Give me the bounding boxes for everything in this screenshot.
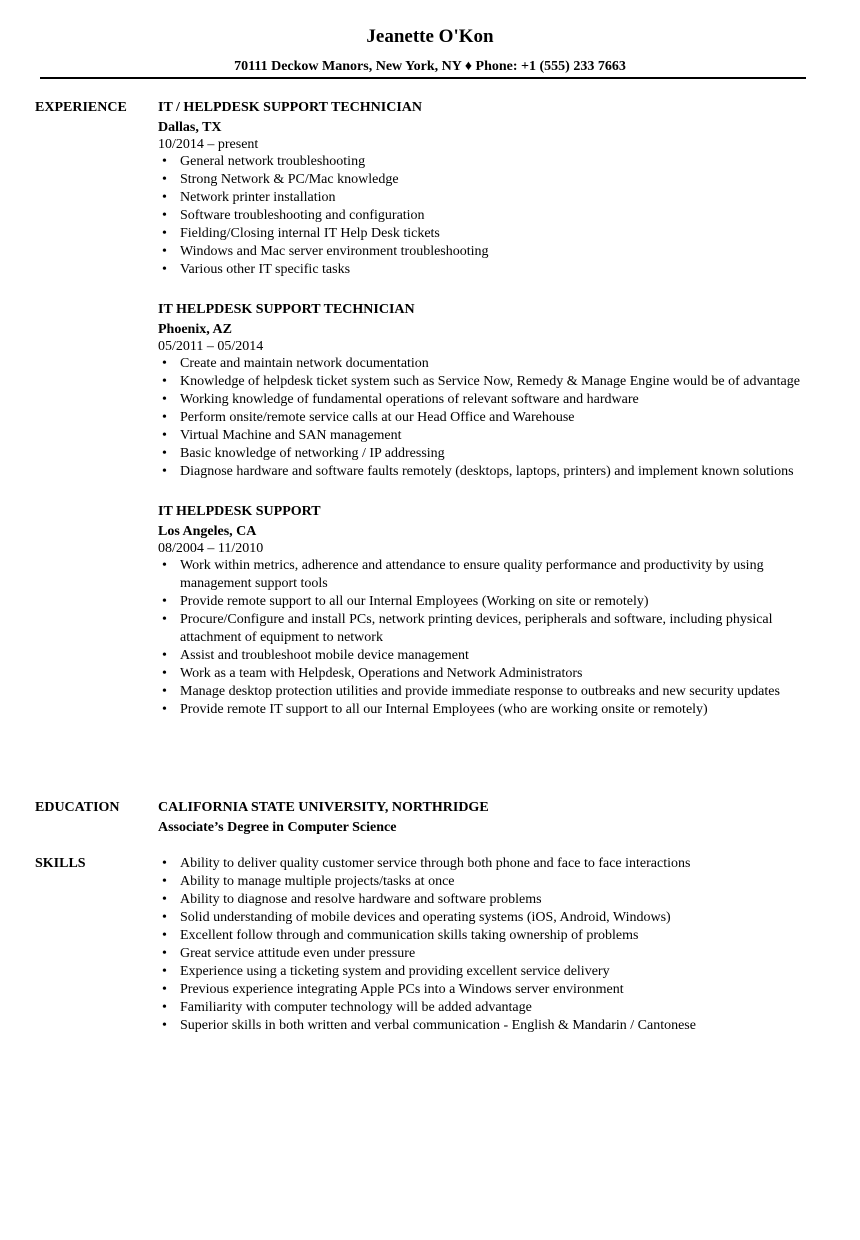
skill-item: • Solid understanding of mobile devices and operating systems (iOS, Android, Windows) (162, 910, 671, 925)
job-entry (158, 99, 810, 279)
duty-item: • Procure/Configure and install PCs, network printing devices, peripherals and software, including physical attachment of equipment to network (162, 612, 773, 645)
duty-item: • Software troubleshooting and configuration (162, 208, 425, 223)
duty-item: • General network troubleshooting (162, 154, 366, 169)
skill-item: • Previous experience integrating Apple PCs into a Windows server environment (162, 982, 624, 997)
skill-item: • Ability to diagnose and resolve hardware and software problems (162, 892, 542, 907)
job-duties (158, 153, 810, 279)
duty-item: • Create and maintain network documentation (162, 356, 429, 371)
duty-item: • Knowledge of helpdesk ticket system such as Service Now, Remedy & Manage Engine would be of advantage (162, 374, 800, 389)
skills-list (158, 855, 810, 1035)
job-dates: 08/2004 – 11/2010 (158, 541, 264, 556)
job-location: Phoenix, AZ (158, 322, 232, 337)
duty-item: • Provide remote IT support to all our Internal Employees (who are working onsite or remotely) (162, 702, 708, 717)
job-title: IT HELPDESK SUPPORT TECHNICIAN (158, 302, 415, 317)
job-dates: 10/2014 – present (158, 137, 259, 152)
skill-item: • Ability to manage multiple projects/tasks at once (162, 874, 455, 889)
job-title: IT HELPDESK SUPPORT (158, 504, 321, 519)
section-label-experience: EXPERIENCE (35, 100, 127, 115)
duty-item: • Assist and troubleshoot mobile device management (162, 648, 469, 663)
education-entry (158, 799, 810, 837)
skill-item: • Excellent follow through and communication skills taking ownership of problems (162, 928, 639, 943)
duty-item: • Perform onsite/remote service calls at our Head Office and Warehouse (162, 410, 575, 425)
skill-item: • Familiarity with computer technology will be added advantage (162, 1000, 532, 1015)
skill-item: • Superior skills in both written and verbal communication - English & Mandarin / Cantonese (162, 1018, 696, 1033)
duty-item: • Work as a team with Helpdesk, Operations and Network Administrators (162, 666, 583, 681)
section-label-skills: SKILLS (35, 856, 86, 871)
job-title: IT / HELPDESK SUPPORT TECHNICIAN (158, 100, 423, 115)
skill-item: • Experience using a ticketing system and providing excellent service delivery (162, 964, 610, 979)
job-duties (158, 557, 810, 719)
experience-list (158, 99, 810, 741)
school-name: CALIFORNIA STATE UNIVERSITY, NORTHRIDGE (158, 800, 489, 815)
section-label-education: EDUCATION (35, 800, 120, 815)
header-divider (40, 77, 806, 79)
candidate-name: Jeanette O'Kon (366, 26, 494, 47)
duty-item: • Fielding/Closing internal IT Help Desk tickets (162, 226, 440, 241)
degree-name: Associate’s Degree in Computer Science (158, 820, 397, 835)
duty-item: • Network printer installation (162, 190, 336, 205)
duty-item: • Working knowledge of fundamental operations of relevant software and hardware (162, 392, 639, 407)
duty-item: • Windows and Mac server environment troubleshooting (162, 244, 489, 259)
job-entry (158, 301, 810, 481)
duty-item: • Diagnose hardware and software faults remotely (desktops, laptops, printers) and implement known solutions (162, 464, 794, 479)
contact-line: 70111 Deckow Manors, New York, NY ♦ Phone: +1 (555) 233 7663 (234, 59, 626, 74)
duty-item: • Work within metrics, adherence and attendance to ensure quality performance and productivity by using management support tools (162, 558, 764, 591)
job-entry (158, 503, 810, 719)
job-dates: 05/2011 – 05/2014 (158, 339, 264, 354)
job-location: Los Angeles, CA (158, 524, 257, 539)
job-duties (158, 355, 810, 481)
skill-item: • Ability to deliver quality customer service through both phone and face to face interactions (162, 856, 691, 871)
duty-item: • Strong Network & PC/Mac knowledge (162, 172, 399, 187)
duty-item: • Provide remote support to all our Internal Employees (Working on site or remotely) (162, 594, 649, 609)
duty-item: • Basic knowledge of networking / IP addressing (162, 446, 445, 461)
job-location: Dallas, TX (158, 120, 222, 135)
duty-item: • Virtual Machine and SAN management (162, 428, 402, 443)
duty-item: • Various other IT specific tasks (162, 262, 351, 277)
duty-item: • Manage desktop protection utilities and provide immediate response to outbreaks and new security updates (162, 684, 780, 699)
skill-item: • Great service attitude even under pressure (162, 946, 416, 961)
